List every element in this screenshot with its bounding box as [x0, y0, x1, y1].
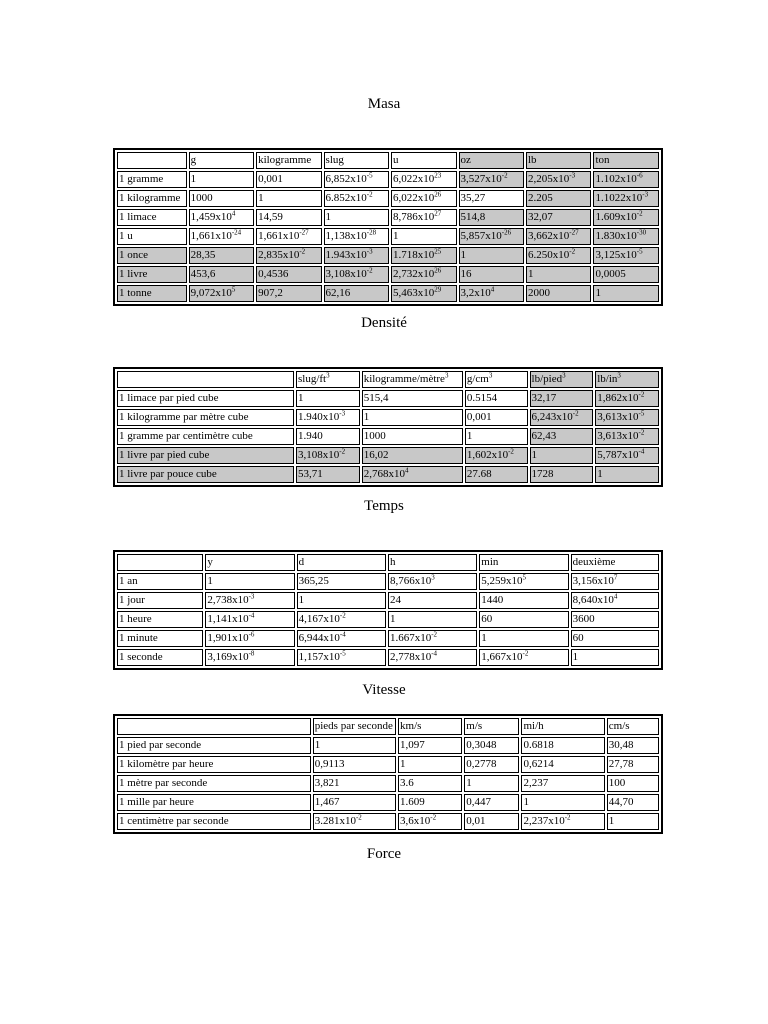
row-label: 1 limace par pied cube [117, 390, 294, 407]
table-cell: 3600 [571, 611, 659, 628]
table-row [117, 611, 659, 628]
column-header: slug/$ft^3$ [296, 371, 360, 388]
table-cell: 32,17 [530, 390, 594, 407]
table-cell: 1 [607, 813, 659, 830]
row-label: 1 kilogramme par mètre cube [117, 409, 294, 426]
table-cell: 1 [398, 756, 462, 773]
row-label: 1 livre par pouce cube [117, 466, 294, 483]
column-header: y [205, 554, 294, 571]
column-header: pieds par seconde [313, 718, 396, 735]
table-cell: $3,156x10^7$ [571, 573, 659, 590]
table-cell: 44,70 [607, 794, 659, 811]
row-label: 1 jour [117, 592, 203, 609]
table-cell: $3,125x10^{-5}$ [593, 247, 659, 264]
vitesse-table [113, 714, 663, 834]
table-cell: 1 [521, 794, 604, 811]
table-cell: 60 [479, 611, 568, 628]
table-header-row [117, 371, 659, 388]
row-label: 1 livre [117, 266, 187, 283]
column-header: u [391, 152, 456, 169]
table-cell: $3,169x10^{-8}$ [205, 649, 294, 666]
title-vitesse: Vitesse [362, 682, 406, 698]
table-cell: 0.5154 [465, 390, 528, 407]
table-cell: $4,167x10^{-2}$ [297, 611, 386, 628]
column-header: lb [526, 152, 591, 169]
row-label: 1 heure [117, 611, 203, 628]
table-cell: $3,662x10^{-27}$ [526, 228, 591, 245]
table-cell: 32,07 [526, 209, 591, 226]
table-cell: 453,6 [189, 266, 254, 283]
table-cell: $3,613x10^{-5}$ [595, 409, 659, 426]
table-cell: 16 [459, 266, 524, 283]
table-row [117, 466, 659, 483]
table-cell: $5,857x10^{-26}$ [459, 228, 524, 245]
column-header: deuxième [571, 554, 659, 571]
table-cell: $5,259x10^5$ [479, 573, 568, 590]
table-row [117, 737, 659, 754]
table-cell: $5,463x10^{29}$ [391, 285, 456, 302]
table-cell: 0,9113 [313, 756, 396, 773]
table-cell: 365,25 [297, 573, 386, 590]
table-cell: $2,835x10^{-2}$ [256, 247, 321, 264]
row-label: 1 kilomètre par heure [117, 756, 311, 773]
table-row [117, 428, 659, 445]
column-header: lb/pied$^3$ [530, 371, 594, 388]
table-row [117, 630, 659, 647]
table-cell: $6,852x10^{-5}$ [324, 171, 389, 188]
table-cell: 1,097 [398, 737, 462, 754]
column-header: h [388, 554, 477, 571]
table-cell: $1,661x10^{-24}$ [189, 228, 254, 245]
table-cell: 28,35 [189, 247, 254, 264]
table-cell: 0,0005 [593, 266, 659, 283]
table-cell: 1 [593, 285, 659, 302]
row-label: 1 once [117, 247, 187, 264]
table-cell: 1 [189, 171, 254, 188]
table-header-row [117, 152, 659, 169]
table-cell: $3,108x10^{-2}$ [296, 447, 360, 464]
table-cell: 100 [607, 775, 659, 792]
table-cell: 514,8 [459, 209, 524, 226]
table-cell: $1.940x10^{-3}$ [296, 409, 360, 426]
table-cell: 1 [391, 228, 456, 245]
table-cell: 1.609 [398, 794, 462, 811]
table-cell: 0,3048 [464, 737, 519, 754]
column-header: cm/s [607, 718, 659, 735]
table-cell: $1.667x10^{-2}$ [388, 630, 477, 647]
table-cell: 1,467 [313, 794, 396, 811]
table-cell: $1,667x10^{-2}$ [479, 649, 568, 666]
table-cell: 1 [296, 390, 360, 407]
table-cell: 1 [464, 775, 519, 792]
table-cell: 1 [465, 428, 528, 445]
table-row [117, 794, 659, 811]
column-header: km/s [398, 718, 462, 735]
column-header: oz [459, 152, 524, 169]
table-row [117, 190, 659, 207]
table-cell: $5,787x10^{-4}$ [595, 447, 659, 464]
row-label: 1 pied par seconde [117, 737, 311, 754]
table-cell: 24 [388, 592, 477, 609]
table-cell: 27.68 [465, 466, 528, 483]
table-row [117, 573, 659, 590]
row-label: 1 tonne [117, 285, 187, 302]
column-header: $lb/in^3$ [595, 371, 659, 388]
table-row [117, 266, 659, 283]
table-row [117, 209, 659, 226]
table-cell: $1.943x10^{-3}$ [324, 247, 389, 264]
table-cell: 30,48 [607, 737, 659, 754]
table-cell: $3,527x10^{-2}$ [459, 171, 524, 188]
row-label: 1 centimètre par seconde [117, 813, 311, 830]
table-cell: $1,901x10^{-6}$ [205, 630, 294, 647]
table-row [117, 813, 659, 830]
table-cell: 1 [571, 649, 659, 666]
table-cell: $1.102x10^{-6}$ [593, 171, 659, 188]
row-label: 1 livre par pied cube [117, 447, 294, 464]
table-cell: $3,108x10^{-2}$ [324, 266, 389, 283]
column-header [117, 152, 187, 169]
table-cell: $1,459x10^4$ [189, 209, 254, 226]
table-cell: 1 [205, 573, 294, 590]
table-row [117, 775, 659, 792]
table-row [117, 171, 659, 188]
table-cell: 1 [388, 611, 477, 628]
column-header: $g/cm^3$ [465, 371, 528, 388]
table-row [117, 390, 659, 407]
table-row [117, 285, 659, 302]
table-cell: $1,602x10^{-2}$ [465, 447, 528, 464]
table-cell: 62,43 [530, 428, 594, 445]
table-cell: 1000 [189, 190, 254, 207]
table-cell: $6.250x10^{-2}$ [526, 247, 591, 264]
table-cell: 60 [571, 630, 659, 647]
row-label: 1 an [117, 573, 203, 590]
table-cell: 907,2 [256, 285, 321, 302]
table-cell: $1,141x10^{-4}$ [205, 611, 294, 628]
table-cell: 35,27 [459, 190, 524, 207]
table-cell: $3,2x10^4$ [459, 285, 524, 302]
table-cell: 1 [595, 466, 659, 483]
table-row [117, 649, 659, 666]
table-cell: 1 [526, 266, 591, 283]
table-cell: $2,768x10^4$ [362, 466, 463, 483]
table-cell: 0,001 [256, 171, 321, 188]
table-cell: 0,01 [464, 813, 519, 830]
table-cell: $6,944x10^{-4}$ [297, 630, 386, 647]
table-cell: $3,613x10^{-2}$ [595, 428, 659, 445]
title-masa: Masa [367, 96, 401, 112]
row-label: 1 gramme [117, 171, 187, 188]
column-header [117, 554, 203, 571]
column-header: g [189, 152, 254, 169]
table-cell: $6,243x10^{-2}$ [530, 409, 594, 426]
table-cell: $1.718x10^{25}$ [391, 247, 456, 264]
column-header: d [297, 554, 386, 571]
table-cell: 0,4536 [256, 266, 321, 283]
table-cell: $1.830x10^{-30}$ [593, 228, 659, 245]
table-cell: 3.6 [398, 775, 462, 792]
table-cell: $3.281x10^{-2}$ [313, 813, 396, 830]
table-cell: $8,640x10^4$ [571, 592, 659, 609]
table-cell: 2.205 [526, 190, 591, 207]
table-cell: 1 [459, 247, 524, 264]
table-cell: $1,661x10^{-27}$ [256, 228, 321, 245]
table-cell: 27,78 [607, 756, 659, 773]
table-cell: 0,2778 [464, 756, 519, 773]
table-cell: 2,237 [521, 775, 604, 792]
table-cell: 1 [297, 592, 386, 609]
table-cell: 1.940 [296, 428, 360, 445]
column-header: ton [593, 152, 659, 169]
table-cell: $6,022x10^{23}$ [391, 171, 456, 188]
table-cell: $2,732x10^{26}$ [391, 266, 456, 283]
table-cell: 2000 [526, 285, 591, 302]
table-cell: 14,59 [256, 209, 321, 226]
title-force: Force [366, 846, 402, 862]
table-cell: 1728 [530, 466, 594, 483]
row-label: 1 minute [117, 630, 203, 647]
table-cell: 0.6818 [521, 737, 604, 754]
table-row [117, 247, 659, 264]
row-label: 1 mètre par seconde [117, 775, 311, 792]
table-cell: 3,821 [313, 775, 396, 792]
table-row [117, 447, 659, 464]
table-cell: 1 [324, 209, 389, 226]
row-label: 1 u [117, 228, 187, 245]
table-row [117, 756, 659, 773]
row-label: 1 mille par heure [117, 794, 311, 811]
table-cell: 1 [530, 447, 594, 464]
table-cell: $2,205x10^{-3}$ [526, 171, 591, 188]
table-cell: $1,157x10^{-5}$ [297, 649, 386, 666]
column-header: kilogramme [256, 152, 321, 169]
table-cell: $6,022x10^{26}$ [391, 190, 456, 207]
table-cell: $2,738x10^{-3}$ [205, 592, 294, 609]
table-cell: 1 [362, 409, 463, 426]
table-cell: $1.609x10^{-2}$ [593, 209, 659, 226]
column-header: min [479, 554, 568, 571]
table-cell: $3,6x10^{-2}$ [398, 813, 462, 830]
row-label: 1 kilogramme [117, 190, 187, 207]
row-label: 1 seconde [117, 649, 203, 666]
table-cell: $6.852x10^{-2}$ [324, 190, 389, 207]
table-cell: 1 [479, 630, 568, 647]
table-cell: 1 [313, 737, 396, 754]
row-label: 1 gramme par centimètre cube [117, 428, 294, 445]
table-cell: $8,786x10^{27}$ [391, 209, 456, 226]
column-header: m/s [464, 718, 519, 735]
column-header: kilogramme/mètre$^3$ [362, 371, 463, 388]
table-cell: 16,02 [362, 447, 463, 464]
table-cell: $1,862x10^{-2}$ [595, 390, 659, 407]
table-cell: 515,4 [362, 390, 463, 407]
column-header [117, 371, 294, 388]
table-cell: 53,71 [296, 466, 360, 483]
table-cell: $8,766x10^3$ [388, 573, 477, 590]
column-header: mi/h [521, 718, 604, 735]
table-cell: 62,16 [324, 285, 389, 302]
table-cell: 0,447 [464, 794, 519, 811]
table-cell: 0,001 [465, 409, 528, 426]
table-cell: $1.1022x10^{-3}$ [593, 190, 659, 207]
table-cell: 0,6214 [521, 756, 604, 773]
table-row [117, 409, 659, 426]
table-row [117, 228, 659, 245]
table-cell: $2,778x10^{-4}$ [388, 649, 477, 666]
table-cell: 1000 [362, 428, 463, 445]
masa-table [113, 148, 663, 306]
temps-table [113, 550, 663, 670]
row-label: 1 limace [117, 209, 187, 226]
title-densite: Densité [361, 315, 407, 331]
column-header: slug [324, 152, 389, 169]
table-cell: $2,237x10^{-2}$ [521, 813, 604, 830]
table-cell: 1 [256, 190, 321, 207]
table-header-row [117, 554, 659, 571]
table-cell: 1440 [479, 592, 568, 609]
table-header-row [117, 718, 659, 735]
column-header [117, 718, 311, 735]
table-cell: $1,138x10^{-28}$ [324, 228, 389, 245]
densite-table [113, 367, 663, 487]
table-row [117, 592, 659, 609]
title-temps: Temps [364, 498, 404, 514]
table-cell: $9,072x10^5$ [189, 285, 254, 302]
